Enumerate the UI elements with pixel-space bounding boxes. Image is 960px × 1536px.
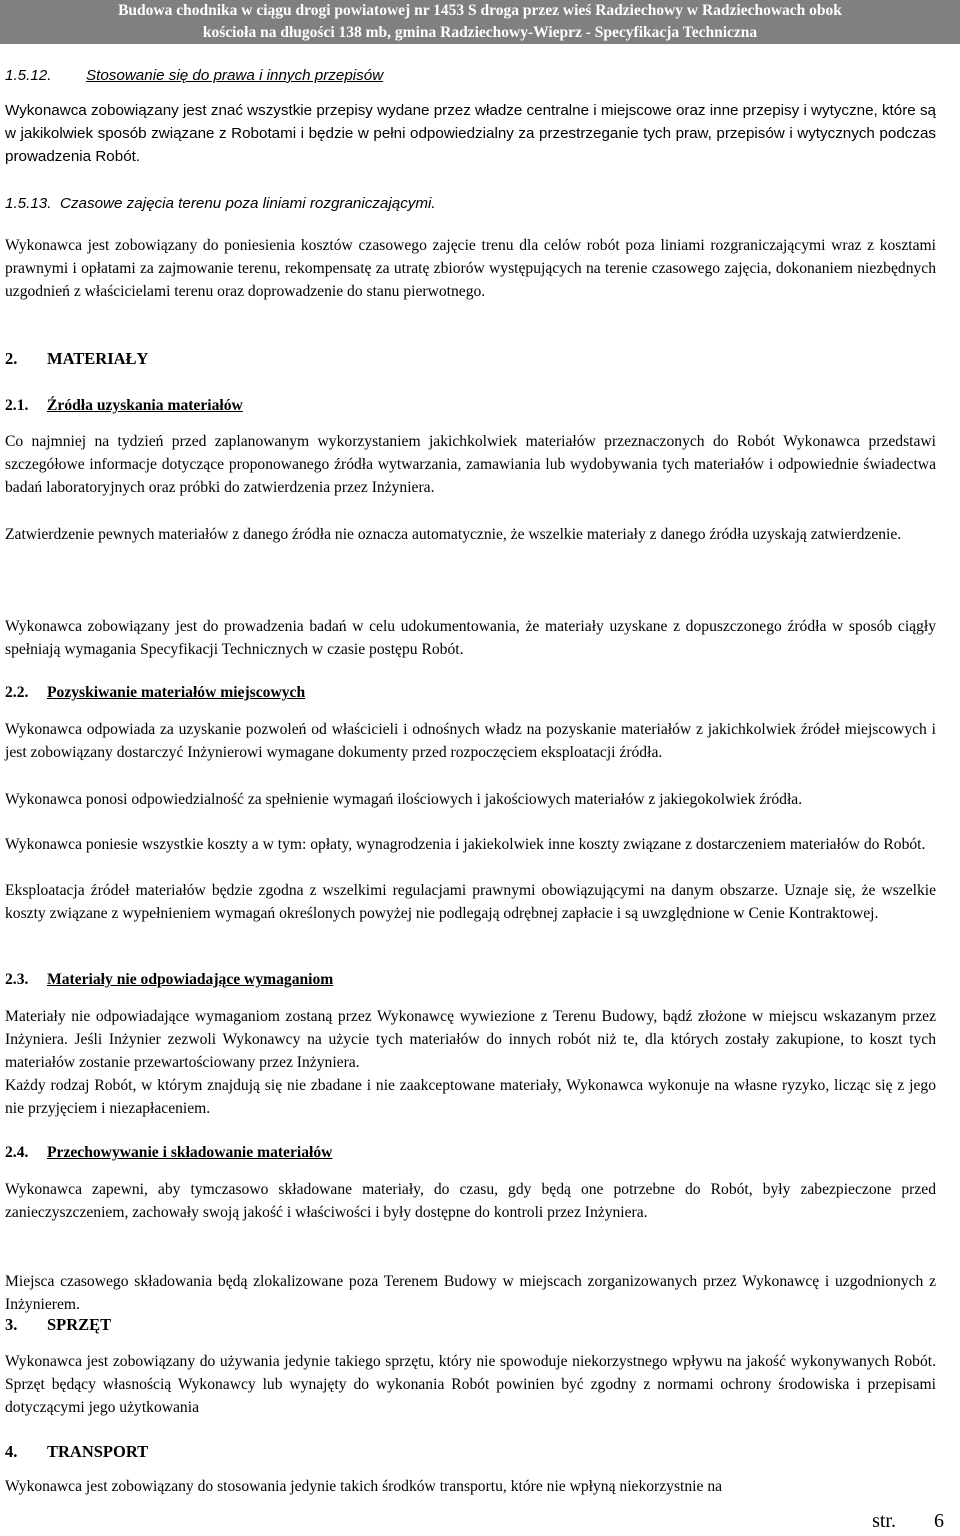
section-title: SPRZĘT [47, 1315, 112, 1334]
section-heading-2-2 [5, 684, 605, 702]
page-footer [872, 1510, 944, 1533]
paragraph: Co najmniej na tydzień przed zaplanowanym wykorzystaniem jakichkolwiek materiałów przeznaczonych do Robót Wykonawca przedstawi szczegółowe informacje dotyczące proponowanego źródła wytwarzania, zamawiania lub wydobywania tych materiałów i odpowiednie świadectwa badań laboratoryjnych oraz próbki do zatwierdzenia przez Inżyniera. [5, 433, 936, 497]
paragraph: Wykonawca jest zobowiązany do poniesienia kosztów czasowego zajęcie trenu dla celów robót poza liniami rozgraniczającymi wraz z kosztami prawnymi i opłatami za zajmowanie terenu, rekompensatę za utratę zbiorów występujących na terenie czasowego zajęcia, dokonaniem niezbędnych uzgodnień z właścicielami terenu oraz doprowadzenie do stanu pierwotnego. [5, 237, 936, 301]
header-line-2: kościoła na długości 138 mb, gmina Radziechowy-Wieprz - Specyfikacja Techniczna [0, 22, 960, 44]
page-number: 6 [934, 1510, 944, 1532]
section-title: Pozyskiwanie materiałów miejscowych [47, 684, 306, 701]
section-number: 2. [5, 349, 18, 368]
paragraph: Wykonawca poniesie wszystkie koszty a w tym: opłaty, wynagrodzenia i jakiekolwiek inne koszty związane z dostarczeniem materiałów do Robót. [5, 836, 926, 853]
paragraph: Wykonawca jest zobowiązany do stosowania jedynie takich środków transportu, które nie wpłyną niekorzystnie na [5, 1478, 723, 1495]
section-number: 2.4. [5, 1144, 29, 1161]
section-heading-1-5-13 [5, 192, 925, 215]
section-heading-3 [5, 1315, 405, 1335]
page-label: str. [872, 1510, 896, 1532]
section-heading-1-5-12 [5, 64, 925, 87]
section-heading-4 [5, 1442, 405, 1462]
section-title: MATERIAŁY [47, 349, 149, 368]
paragraph: Miejsca czasowego składowania będą zlokalizowane poza Terenem Budowy w miejscach zorganizowanych przez Wykonawcę i uzgodnionych z Inżynierem. [5, 1273, 936, 1314]
section-number: 1.5.12. [5, 67, 52, 84]
paragraph: Wykonawca zobowiązany jest do prowadzenia badań w celu udokumentowania, że materiały uzyskane z dopuszczonego źródła w sposób ciągły spełniają wymagania Specyfikacji Technicznych w czasie postępu Robót. [5, 618, 936, 659]
header-line-1: Budowa chodnika w ciągu drogi powiatowej nr 1453 S droga przez wieś Radziechowy w Radziechowach obok [0, 0, 960, 22]
section-title: TRANSPORT [47, 1442, 149, 1461]
section-heading-2-1 [5, 397, 605, 415]
section-title: Źródła uzyskania materiałów [47, 397, 243, 414]
paragraph: Wykonawca zobowiązany jest znać wszystkie przepisy wydane przez władze centralne i miejscowe oraz inne przepisy i wytyczne, które są w jakikolwiek sposób związane z Robotami i będzie w pełni odpowiedzialny za przestrzeganie tych praw, przepisów i wytycznych podczas prowadzenia Robót. [5, 102, 936, 166]
paragraph: Wykonawca odpowiada za uzyskanie pozwoleń od właścicieli i odnośnych władz na pozyskanie materiałów z jakichkolwiek źródeł miejscowych i jest zobowiązany dostarczyć Inżynierowi wymagane dokumenty przed rozpoczęciem eksploatacji źródła. [5, 721, 936, 762]
paragraph: Wykonawca ponosi odpowiedzialność za spełnienie wymagań ilościowych i jakościowych materiałów z jakiegokolwiek źródła. [5, 791, 803, 808]
paragraph: Zatwierdzenie pewnych materiałów z danego źródła nie oznacza automatycznie, że wszelkie materiały z danego źródła uzyskają zatwierdzenie. [5, 526, 902, 543]
paragraph: Wykonawca jest zobowiązany do używania jedynie takiego sprzętu, który nie spowoduje niekorzystnego wpływu na jakość wykonywanych Robót. Sprzęt będący własnością Wykonawcy lub wynajęty do wykonania Robót powinien być zgodny z normami ochrony środowiska i przepisami dotyczącymi jego użytkowania [5, 1353, 936, 1417]
section-title: Stosowanie się do prawa i innych przepisów [86, 67, 384, 84]
section-number: 1.5.13. [5, 195, 52, 212]
section-heading-2-4 [5, 1144, 605, 1162]
paragraph: Każdy rodzaj Robót, w którym znajdują się nie zbadane i nie zaakceptowane materiały, Wykonawca wykonuje na własne ryzyko, licząc się z jego nie przyjęciem i niezapłaceniem. [5, 1077, 936, 1118]
section-number: 2.2. [5, 684, 29, 701]
section-number: 2.3. [5, 971, 29, 988]
section-number: 4. [5, 1442, 18, 1461]
section-heading-2 [5, 349, 405, 369]
section-number: 2.1. [5, 397, 29, 414]
paragraph: Wykonawca zapewni, aby tymczasowo składowane materiały, do czasu, gdy będą one potrzebne do Robót, były zabezpieczone przed zanieczyszczeniem, zachowały swoją jakość i właściwości i były dostępne do kontroli przez Inżyniera. [5, 1181, 936, 1222]
paragraph: Materiały nie odpowiadające wymaganiom zostaną przez Wykonawcę wywiezione z Terenu Budowy, bądź złożone w miejscu wskazanym przez Inżyniera. Jeśli Inżynier zezwoli Wykonawcy na użycie tych materiałów do innych robót niż te, dla których zostały zakupione, to koszt tych materiałów zostanie przewartościowany przez Inżyniera. [5, 1008, 936, 1072]
paragraph: Eksploatacja źródeł materiałów będzie zgodna z wszelkimi regulacjami prawnymi obowiązującymi na danym obszarze. Uznaje się, że wszelkie koszty związane z wypełnieniem wymagań określonych powyżej nie podlegają odrębnej zapłacie i są uwzględnione w Cenie Kontraktowej. [5, 882, 936, 923]
section-number: 3. [5, 1315, 18, 1334]
section-heading-2-3 [5, 971, 605, 989]
section-title: Czasowe zajęcia terenu poza liniami rozgraniczającymi. [60, 195, 436, 212]
section-title: Przechowywanie i składowanie materiałów [47, 1144, 333, 1161]
section-title: Materiały nie odpowiadające wymaganiom [47, 971, 334, 988]
